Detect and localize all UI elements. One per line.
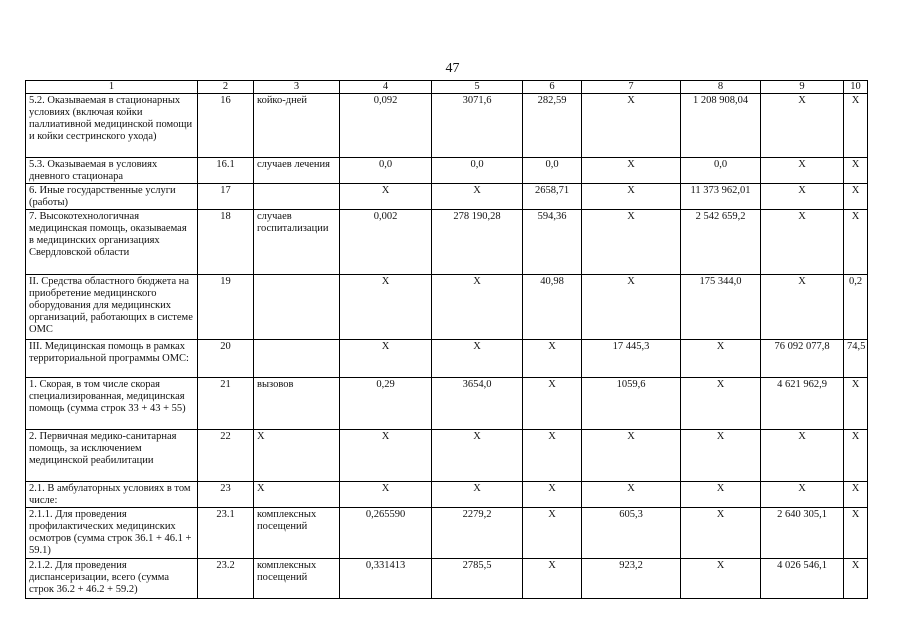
table-cell-col1: 6. Иные государственные услуги (работы)	[26, 184, 198, 210]
table-cell-col1: 2.1.2. Для проведения диспансеризации, всего (сумма строк 36.2 + 46.2 + 59.2)	[26, 559, 198, 599]
table-cell-col4: Х	[340, 482, 432, 508]
table-cell-col6: Х	[523, 378, 582, 430]
table-row	[26, 94, 868, 158]
table-cell-col3: случаев лечения	[254, 158, 340, 184]
column-header: 5	[432, 81, 523, 94]
table-cell-col6: Х	[523, 430, 582, 482]
table-cell-col6: 2658,71	[523, 184, 582, 210]
table-cell-col7: Х	[582, 210, 681, 275]
table-cell-col1: 2.1. В амбулаторных условиях в том числе:	[26, 482, 198, 508]
table-cell-col8: Х	[681, 508, 761, 559]
table-cell-col3: койко-дней	[254, 94, 340, 158]
table-cell-col2: 18	[198, 210, 254, 275]
table-cell-col7: 923,2	[582, 559, 681, 599]
table-cell-col2: 21	[198, 378, 254, 430]
table-cell-col5: 3654,0	[432, 378, 523, 430]
table-cell-col9: Х	[761, 94, 844, 158]
table-cell-col3: случаев госпитализации	[254, 210, 340, 275]
table-cell-col9: Х	[761, 430, 844, 482]
table-row	[26, 340, 868, 378]
table-cell-col5: Х	[432, 275, 523, 340]
table-cell-col3: комплексных посещений	[254, 508, 340, 559]
table-cell-col10: Х	[844, 184, 868, 210]
table-cell-col1: III. Медицинская помощь в рамках территориальной программы ОМС:	[26, 340, 198, 378]
table-cell-col7: Х	[582, 430, 681, 482]
table-cell-col5: Х	[432, 482, 523, 508]
table-cell-col2: 19	[198, 275, 254, 340]
table-cell-col8: Х	[681, 378, 761, 430]
table-cell-col4: 0,002	[340, 210, 432, 275]
table-cell-col10: Х	[844, 508, 868, 559]
table-cell-col4: 0,092	[340, 94, 432, 158]
table-cell-col5: 2785,5	[432, 559, 523, 599]
table-cell-col2: 23	[198, 482, 254, 508]
table-cell-col8: Х	[681, 559, 761, 599]
table-cell-col8: Х	[681, 430, 761, 482]
table-cell-col3	[254, 340, 340, 378]
table-cell-col8: 11 373 962,01	[681, 184, 761, 210]
table-cell-col5: 2279,2	[432, 508, 523, 559]
table-cell-col9: Х	[761, 275, 844, 340]
table-cell-col6: 40,98	[523, 275, 582, 340]
table-cell-col8: 2 542 659,2	[681, 210, 761, 275]
table-cell-col4: Х	[340, 340, 432, 378]
table-cell-col6: Х	[523, 559, 582, 599]
table-cell-col9: Х	[761, 210, 844, 275]
table-cell-col10: 0,2	[844, 275, 868, 340]
table-cell-col3: комплексных посещений	[254, 559, 340, 599]
table-cell-col10: Х	[844, 378, 868, 430]
table-cell-col9: Х	[761, 158, 844, 184]
table-cell-col3: Х	[254, 430, 340, 482]
column-header: 4	[340, 81, 432, 94]
table-cell-col2: 23.2	[198, 559, 254, 599]
table-row	[26, 378, 868, 430]
table-row	[26, 275, 868, 340]
table-cell-col2: 16.1	[198, 158, 254, 184]
table-cell-col8: Х	[681, 340, 761, 378]
table-cell-col7: 1059,6	[582, 378, 681, 430]
table-cell-col10: Х	[844, 94, 868, 158]
table-cell-col2: 23.1	[198, 508, 254, 559]
table-cell-col1: 2.1.1. Для проведения профилактических медицинских осмотров (сумма строк 36.1 + 46.1 + 59.1)	[26, 508, 198, 559]
table-cell-col6: Х	[523, 482, 582, 508]
table-cell-col7: Х	[582, 94, 681, 158]
table-cell-col3	[254, 184, 340, 210]
table-cell-col4: 0,331413	[340, 559, 432, 599]
table-cell-col4: 0,0	[340, 158, 432, 184]
table-cell-col1: II. Средства областного бюджета на приобретение медицинского оборудования для медицинских организаций, работающих в системе ОМС	[26, 275, 198, 340]
table-cell-col10: Х	[844, 210, 868, 275]
table-cell-col3: Х	[254, 482, 340, 508]
table-cell-col7: 605,3	[582, 508, 681, 559]
table-row	[26, 482, 868, 508]
table-cell-col8: Х	[681, 482, 761, 508]
table-cell-col8: 175 344,0	[681, 275, 761, 340]
table-cell-col1: 2. Первичная медико-санитарная помощь, за исключением медицинской реабилитации	[26, 430, 198, 482]
table-cell-col8: 0,0	[681, 158, 761, 184]
table-cell-col7: Х	[582, 184, 681, 210]
table-cell-col4: Х	[340, 275, 432, 340]
data-table	[25, 80, 868, 599]
column-header: 2	[198, 81, 254, 94]
table-row	[26, 508, 868, 559]
table-cell-col9: 4 621 962,9	[761, 378, 844, 430]
table-cell-col4: Х	[340, 184, 432, 210]
table-cell-col6: 0,0	[523, 158, 582, 184]
column-header: 1	[26, 81, 198, 94]
table-row	[26, 210, 868, 275]
column-header: 3	[254, 81, 340, 94]
table-cell-col10: Х	[844, 559, 868, 599]
page-number: 47	[445, 61, 460, 76]
table-cell-col5: 0,0	[432, 158, 523, 184]
column-header: 7	[582, 81, 681, 94]
table-cell-col9: 4 026 546,1	[761, 559, 844, 599]
column-header: 9	[761, 81, 844, 94]
table-cell-col6: Х	[523, 508, 582, 559]
table-cell-col9: Х	[761, 482, 844, 508]
table-cell-col2: 22	[198, 430, 254, 482]
table-cell-col7: Х	[582, 275, 681, 340]
table-cell-col5: 3071,6	[432, 94, 523, 158]
table-cell-col1: 7. Высокотехнологичная медицинская помощь, оказываемая в медицинских организациях Свердловской области	[26, 210, 198, 275]
table-cell-col10: Х	[844, 482, 868, 508]
table-cell-col2: 17	[198, 184, 254, 210]
table-cell-col5: Х	[432, 430, 523, 482]
table-cell-col4: 0,29	[340, 378, 432, 430]
table-row	[26, 559, 868, 599]
column-header: 10	[844, 81, 868, 94]
table-cell-col2: 16	[198, 94, 254, 158]
table-cell-col7: Х	[582, 482, 681, 508]
table-cell-col6: 594,36	[523, 210, 582, 275]
table-cell-col5: 278 190,28	[432, 210, 523, 275]
table-cell-col7: 17 445,3	[582, 340, 681, 378]
table-cell-col1: 1. Скорая, в том числе скорая специализированная, медицинская помощь (сумма строк 33 + 43 + 55)	[26, 378, 198, 430]
table-cell-col6: 282,59	[523, 94, 582, 158]
table-cell-col6: Х	[523, 340, 582, 378]
column-header: 6	[523, 81, 582, 94]
table-cell-col9: 2 640 305,1	[761, 508, 844, 559]
table-cell-col4: 0,265590	[340, 508, 432, 559]
table-cell-col4: Х	[340, 430, 432, 482]
table-row	[26, 184, 868, 210]
table-cell-col10: Х	[844, 158, 868, 184]
table-cell-col9: 76 092 077,8	[761, 340, 844, 378]
table-cell-col9: Х	[761, 184, 844, 210]
table-cell-col5: Х	[432, 184, 523, 210]
table-cell-col1: 5.3. Оказываемая в условиях дневного стационара	[26, 158, 198, 184]
table-row	[26, 158, 868, 184]
table-cell-col5: Х	[432, 340, 523, 378]
table-cell-col3	[254, 275, 340, 340]
table-cell-col10: Х	[844, 430, 868, 482]
table-cell-col3: вызовов	[254, 378, 340, 430]
table-row	[26, 430, 868, 482]
table-cell-col10: 74,5	[844, 340, 868, 378]
table-cell-col7: Х	[582, 158, 681, 184]
table-cell-col2: 20	[198, 340, 254, 378]
column-header: 8	[681, 81, 761, 94]
table-cell-col1: 5.2. Оказываемая в стационарных условиях (включая койки паллиативной медицинской помощи и койки сестринского ухода)	[26, 94, 198, 158]
header-row	[26, 81, 868, 94]
table-cell-col8: 1 208 908,04	[681, 94, 761, 158]
